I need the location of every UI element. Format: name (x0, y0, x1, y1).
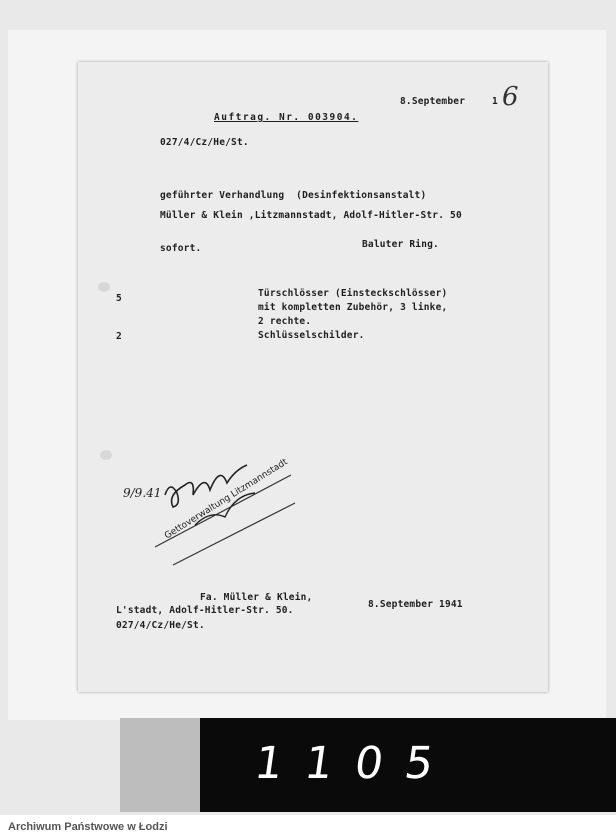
signature-date: 9/9.41 (123, 486, 162, 500)
footer-date: 8.September 1941 (368, 599, 463, 610)
item-line: mit kompletten Zubehör, 3 linke, (258, 302, 448, 313)
item-qty: 5 (116, 293, 122, 304)
reference-number: 027/4/Cz/He/St. (160, 137, 249, 148)
footer-address: L'stadt, Adolf-Hitler-Str. 50. (116, 605, 294, 616)
signature-stamp-area (115, 455, 305, 575)
urgency-line: sofort. (160, 243, 202, 254)
stamp-text: Gettoverwaltung Litzmannstadt (163, 457, 290, 542)
item-qty: 2 (116, 331, 122, 342)
footer-reference: 027/4/Cz/He/St. (116, 620, 205, 631)
item-line: Schlüsselschilder. (258, 330, 365, 341)
punch-hole (100, 450, 112, 460)
archive-caption-bar (0, 815, 616, 840)
item-line: Türschlösser (Einsteckschlösser) (258, 288, 448, 299)
frame-number: 1105 (251, 738, 459, 789)
negotiation-line: geführter Verhandlung (Desinfektionsanstalt) (160, 190, 427, 201)
order-title: Auftrag. Nr. 003904. (214, 112, 359, 123)
microfilm-bar-edge (120, 718, 200, 812)
item-line: 2 rechte. (258, 316, 312, 327)
document-page (78, 62, 548, 692)
punch-hole (98, 282, 110, 292)
archive-caption: Archiwum Państwowe w Łodzi (8, 821, 168, 833)
date-top: 8.September (400, 96, 466, 107)
location-line: Baluter Ring. (362, 239, 439, 250)
folio-handwritten: 6 (502, 82, 519, 112)
folio-typed: 1 (492, 96, 498, 107)
company-line: Müller & Klein ,Litzmannstadt, Adolf-Hitler-Str. 50 (160, 210, 462, 221)
footer-company: Fa. Müller & Klein, (200, 592, 313, 603)
